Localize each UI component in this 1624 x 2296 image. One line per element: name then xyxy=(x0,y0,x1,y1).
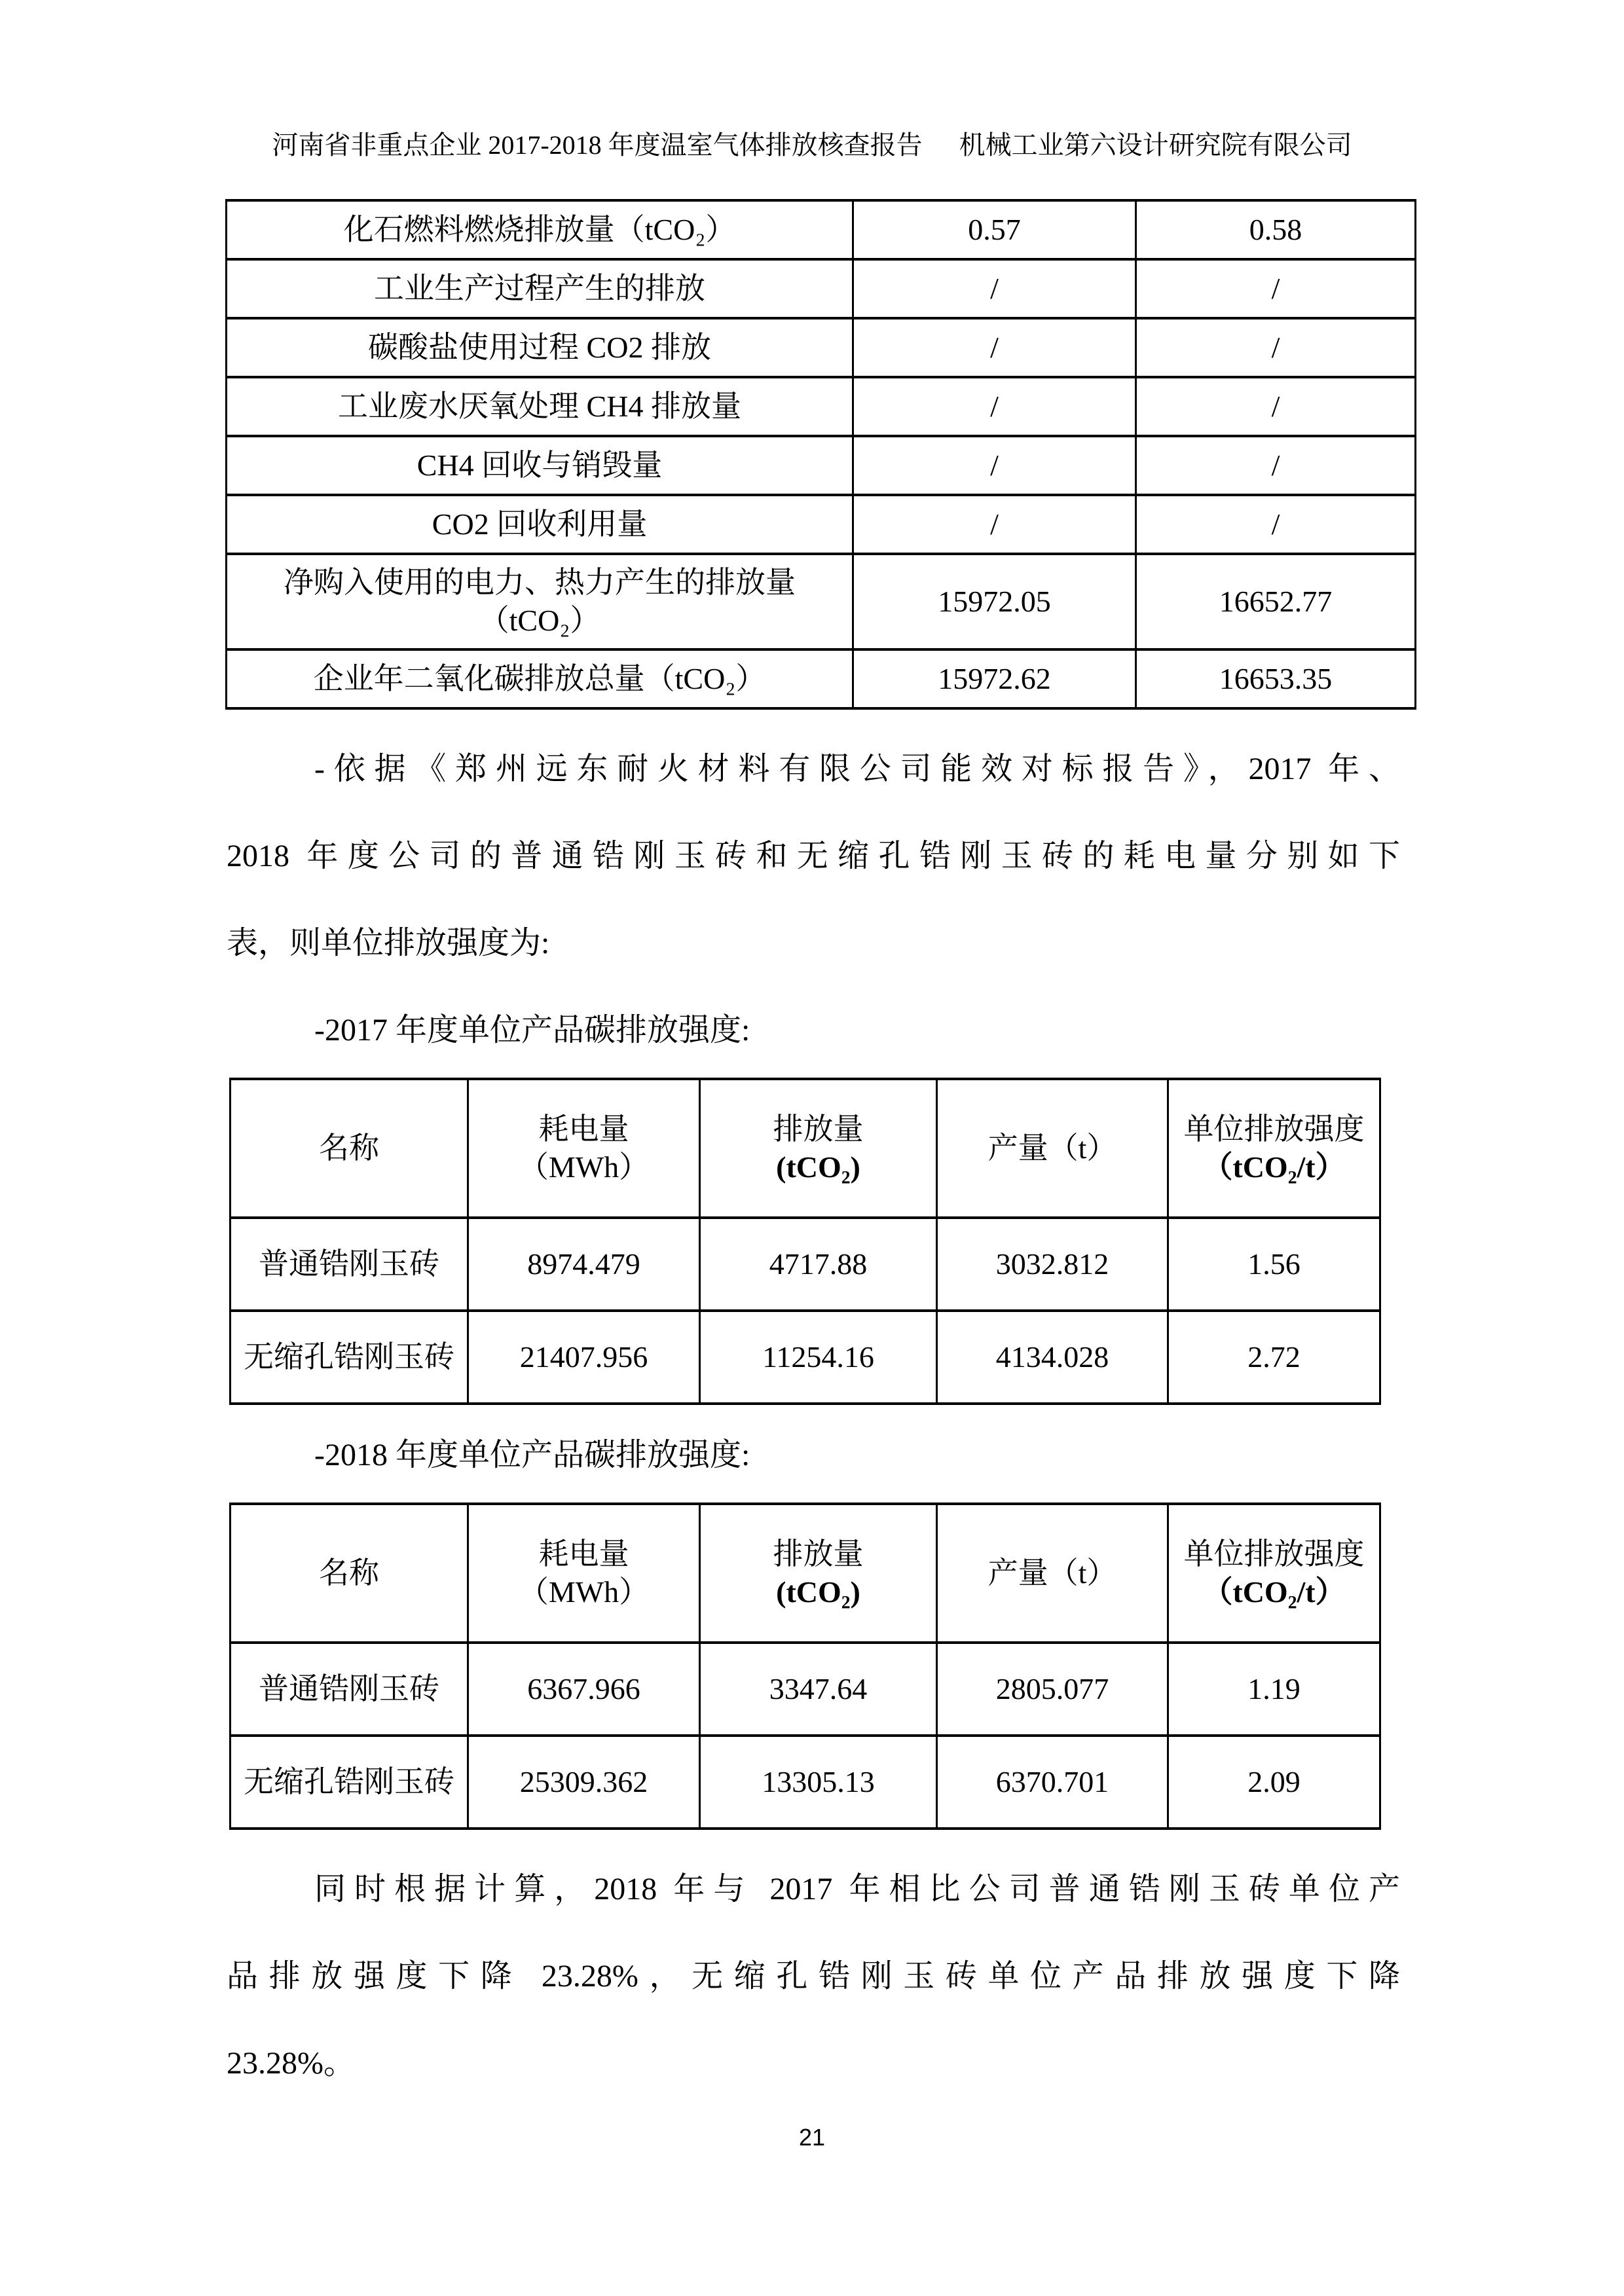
cell-label: 工业废水厌氧处理 CH4 排放量 xyxy=(227,377,853,436)
header-cell-emission xyxy=(700,1079,937,1218)
cell-value-2017: / xyxy=(853,495,1136,554)
cell-name: 无缩孔锆刚玉砖 xyxy=(231,1311,468,1404)
page-header xyxy=(0,0,1624,162)
paragraph-line: 表，则单位排放强度为: xyxy=(227,926,550,960)
cell-value-2018: / xyxy=(1136,377,1416,436)
cell-emission: 3347.64 xyxy=(700,1643,937,1736)
cell-intensity: 2.72 xyxy=(1168,1311,1380,1404)
cell-label: CH4 回收与销毁量 xyxy=(227,436,853,495)
cell-label: 净购入使用的电力、热力产生的排放量（tCO₂） xyxy=(227,554,853,649)
header-cell-intensity xyxy=(1168,1079,1380,1218)
header-cell-output: 产量（t） xyxy=(937,1079,1168,1218)
cell-emission: 4717.88 xyxy=(700,1218,937,1311)
cell-value-2017: / xyxy=(853,318,1136,377)
header-power-title: 耗电量 xyxy=(538,1112,629,1146)
cell-value-2018: / xyxy=(1136,495,1416,554)
cell-value-2017: 15972.05 xyxy=(853,554,1136,649)
header-emission-title: 排放量 xyxy=(773,1112,864,1146)
paragraph-benchmark xyxy=(227,725,1400,987)
cell-power: 6367.966 xyxy=(468,1643,700,1736)
cell-name: 普通锆刚玉砖 xyxy=(231,1218,468,1311)
cell-value-2018: / xyxy=(1136,259,1416,318)
table-header-row xyxy=(231,1079,1380,1218)
cell-label: CO2 回收利用量 xyxy=(227,495,853,554)
table-row xyxy=(231,1643,1380,1736)
emissions-summary-table xyxy=(225,199,1416,710)
cell-power: 25309.362 xyxy=(468,1736,700,1829)
header-intensity-unit: （tCO₂/t） xyxy=(1202,1575,1346,1609)
header-emission-unit: (tCO₂) xyxy=(776,1575,860,1609)
cell-label: 工业生产过程产生的排放 xyxy=(227,259,853,318)
cell-emission: 11254.16 xyxy=(700,1311,937,1404)
cell-value-2017: / xyxy=(853,259,1136,318)
table-row xyxy=(227,495,1416,554)
cell-value-2018: / xyxy=(1136,436,1416,495)
header-power-unit: （MWh） xyxy=(518,1150,650,1184)
cell-name: 无缩孔锆刚玉砖 xyxy=(231,1736,468,1829)
cell-intensity: 1.19 xyxy=(1168,1643,1380,1736)
cell-output: 6370.701 xyxy=(937,1736,1168,1829)
table-row xyxy=(227,318,1416,377)
table-header-row xyxy=(231,1504,1380,1643)
intensity-table-2017 xyxy=(229,1078,1381,1405)
header-cell-power xyxy=(468,1079,700,1218)
cell-output: 2805.077 xyxy=(937,1643,1168,1736)
table-row xyxy=(227,200,1416,259)
paragraph-line: 2018 年度公司的普通锆刚玉砖和无缩孔锆刚玉砖的耗电量分别如下 xyxy=(227,839,1400,873)
header-cell-name: 名称 xyxy=(231,1079,468,1218)
header-cell-intensity xyxy=(1168,1504,1380,1643)
cell-name: 普通锆刚玉砖 xyxy=(231,1643,468,1736)
paragraph-line: 同时根据计算，2018 年与 2017 年相比公司普通锆刚玉砖单位产 xyxy=(314,1872,1400,1906)
cell-output: 4134.028 xyxy=(937,1311,1168,1404)
intensity-table-2018 xyxy=(229,1503,1381,1830)
table-row xyxy=(227,554,1416,649)
cell-value-2017: / xyxy=(853,377,1136,436)
cell-value-2018: / xyxy=(1136,318,1416,377)
cell-label: 碳酸盐使用过程 CO2 排放 xyxy=(227,318,853,377)
paragraph-conclusion xyxy=(227,1846,1400,2107)
cell-power: 21407.956 xyxy=(468,1311,700,1404)
cell-intensity: 1.56 xyxy=(1168,1218,1380,1311)
header-cell-emission xyxy=(700,1504,937,1643)
cell-value-2017: 0.57 xyxy=(853,200,1136,259)
cell-value-2018: 16653.35 xyxy=(1136,649,1416,708)
paragraph-line: 品排放强度下降 23.28%，无缩孔锆刚玉砖单位产品排放强度下降 xyxy=(227,1959,1400,1994)
cell-value-2017: 15972.62 xyxy=(853,649,1136,708)
table-row xyxy=(227,259,1416,318)
header-intensity-unit: （tCO₂/t） xyxy=(1202,1150,1346,1184)
header-cell-output: 产量（t） xyxy=(937,1504,1168,1643)
header-company-name: 机械工业第六设计研究院有限公司 xyxy=(959,130,1352,160)
table-row xyxy=(231,1736,1380,1829)
header-cell-power xyxy=(468,1504,700,1643)
cell-power: 8974.479 xyxy=(468,1218,700,1311)
table-row xyxy=(227,377,1416,436)
header-cell-name: 名称 xyxy=(231,1504,468,1643)
cell-output: 3032.812 xyxy=(937,1218,1168,1311)
header-emission-title: 排放量 xyxy=(773,1537,864,1571)
header-power-title: 耗电量 xyxy=(538,1537,629,1571)
paragraph-line: 23.28%。 xyxy=(227,2046,355,2081)
header-power-unit: （MWh） xyxy=(518,1575,650,1609)
page-number: 21 xyxy=(798,2124,826,2151)
header-intensity-title: 单位排放强度 xyxy=(1183,1537,1365,1571)
table-row xyxy=(231,1311,1380,1404)
header-emission-unit: (tCO₂) xyxy=(776,1150,860,1184)
cell-value-2018: 16652.77 xyxy=(1136,554,1416,649)
header-intensity-title: 单位排放强度 xyxy=(1183,1112,1365,1146)
table-row xyxy=(227,649,1416,708)
section-heading-2017: -2017 年度单位产品碳排放强度: xyxy=(314,1013,750,1048)
cell-label: 化石燃料燃烧排放量（tCO₂） xyxy=(227,200,853,259)
paragraph-line: -依据《郑州远东耐火材料有限公司能效对标报告》，2017 年、 xyxy=(314,752,1400,786)
table-row xyxy=(231,1218,1380,1311)
section-heading-2018: -2018 年度单位产品碳排放强度: xyxy=(314,1438,750,1472)
table-row xyxy=(227,436,1416,495)
cell-emission: 13305.13 xyxy=(700,1736,937,1829)
cell-value-2018: 0.58 xyxy=(1136,200,1416,259)
cell-label: 企业年二氧化碳排放总量（tCO₂） xyxy=(227,649,853,708)
cell-intensity: 2.09 xyxy=(1168,1736,1380,1829)
header-report-title: 河南省非重点企业 2017-2018 年度温室气体排放核查报告 xyxy=(272,130,923,160)
cell-value-2017: / xyxy=(853,436,1136,495)
